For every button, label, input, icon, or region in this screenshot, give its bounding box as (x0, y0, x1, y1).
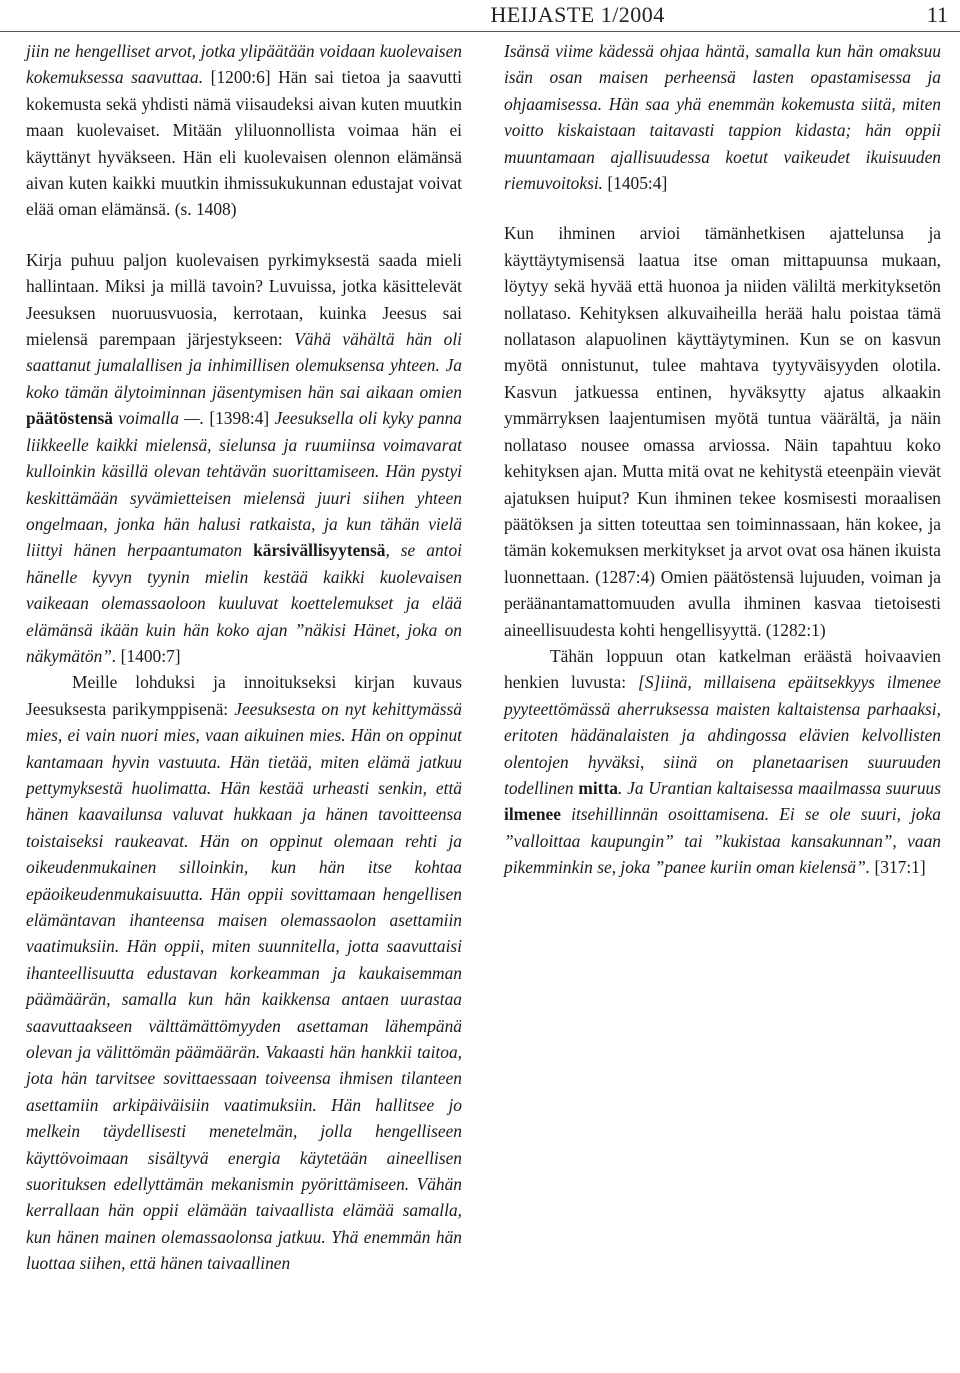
paragraph: Meille lohduksi ja innoitukseksi kirjan kuvaus Jeesuksesta parikymppisenä: Jeesuksesta on nyt kehittymässä mies, ei vain nuori mies, vaan aikuinen mies. Hän on oppinut kantamaan hyvin vastuuta. Hän tietää, miten elämä jatkuu pettymyksestä huolimatta. Hän kestää urheasti senkin, että hänen kaavailunsa valuvat hukkaan ja hänen tavoitteensa toistaiseksi raukeavat. Hän on oppinut olemaan rehti ja oikeudenmukainen silloinkin, kun hän itse kohtaa epäoikeudenmukaisuutta. Hän oppii sovittamaan hengellisen elämäntavan ihanteensa maisen olemassaolon asettamiin vaatimuksiin. Hän oppii, miten suunnitella, jotta saavuttaisi ihanteellisuutta edustavan korkeamman ja kaukaisemman päämäärän, samalla kun hän kaikkensa antaen uurastaa saavuttaakseen välttämättömyyden asettaman lähempänä olevan ja välittömän päämäärän. Vakaasti hän hankkii taitoa, jota hän tarvitsee sovittaessaan toiveensa ihmisen tilanteen asettamiin arkipäiväisiin vaatimuksiin. Hän hallitsee jo melkein täydellisesti menetelmän, jolla hengelliseen käyttövoimaan sisältyvä energia käytetään aineellisen suorituksen edellyttämän mekanismin pyörittämiseen. Vähän kerrallaan hän oppii elämään taivaallista elämää samalla, kun hänen mainen olemassaolonsa jatkuu. Yhä enemmän hän luottaa siihen, että hänen taivaallinen (26, 672, 462, 1274)
left-column (26, 38, 462, 1277)
paragraph: Tähän loppuun otan katkelman eräästä hoivaavien henkien luvusta: [S]iinä, millaisena epäitsekkyys ilmenee pyyteettömässä aherruksessa maisten kaltaistensa parhaaksi, eritoten hädänalaisten ja ahdingossa elävien kelvollisten olentojen hyväksi, siinä on planetaarisen suuruuden todellinen mitta. Ja Urantian kaltaisessa maailmassa suuruus ilmenee itsehillinnän osoittamisena. Ei se ole suuri, joka ”valloittaa kaupungin” tai ”kukistaa kansakunnan”, vaan pikemminkin se, joka ”panee kuriin oman kielensä”. [317:1] (504, 645, 941, 878)
paragraph: Kun ihminen arvioi tämänhetkisen ajattelunsa ja käyttäytymisensä laatua itse oman mittapuunsa mukaan, löytyy sekä hyvää että huonoa ja niiden väliltä merkityksetön nollataso. Kehityksen alkuvaiheilla herää halu poistaa tämä nollatason alapuolinen käyttäytyminen. Kun se on kasvun myötä onnistunut, tulee mahtava tyytyväisyyden olotila. Kasvun jatkuessa entinen, hyväksytty ajatus alkaakin ymmärryksen laajentumisen myötä tuntua väärältä, ja näin nollataso nousee omassa arviossa. Näin tapahtuu koko kehityksen ajan. Mutta mitä ovat ne kehitystä eteenpäin vievät ajatuksen huiput? Kun ihminen tekee kosmisesti moraalisen päätöksen ja sitten toteuttaa sen toiminnassaan, hän kokee, ja tämän kokemuksen merkitykset ja arvot ovat osa hänen ikuista luonnettaan. (1287:4) Omien päätöstensä lujuuden, voiman ja peräänantamattomuuden avulla ihminen kasvaa tietoisesti aineellisuudesta kohti hengellisyyttä. (1282:1) (504, 223, 941, 640)
paragraph: jiin ne hengelliset arvot, jotka ylipäätään voidaan kuolevaisen kokemuksessa saavuttaa. [1200:6] Hän sai tietoa ja saavutti kokemusta sekä yhdisti nämä viisaudeksi aivan kuten muutkin maan kuolevaiset. Mitään yliluonnollista voimaa hän ei käyttänyt hyväkseen. Hän eli kuolevaisen olennon elämänsä aivan kuten kaikki muutkin ihmissukukunnan edustajat voivat elää oman elämänsä. (s. 1408) (26, 41, 462, 220)
page-number: 11 (926, 2, 948, 27)
paragraph: Kirja puhuu paljon kuolevaisen pyrkimyksestä saada mieli hallintaan. Miksi ja millä tavoin? Luvuissa, jotka käsittelevät Jeesuksen nuoruusvuosia, kerrotaan, kuinka Jeesus sai mielensä parempaan järjestykseen: Vähä vähältä hän oli saattanut jumalallisen ja inhimillisen olemuksensa yhteen. Ja koko tämän älytoiminnan jäsentymisen hän sai aikaan omien päätöstensä voimalla —. [1398:4] Jeesuksella oli kyky panna liikkeelle kaikki mielensä, sielunsa ja ruumiinsa voimavarat kulloinkin käsillä olevan tehtävän suorittamiseen. Hän pystyi keskittämään syvämietteisen mielensä juuri siihen yhteen ongelmaan, jonka hän halusi ratkaista, ja kun tähän vielä liittyi hänen herpaantumaton kärsivällisyytensä, se antoi hänelle kyvyn tyynin mielin kestää kaikki kuolevaisen vaikeaan olemassaoloon kuuluvat koettelemukset ja elää elämänsä ikään kuin hän koko ajan ”näkisi Hänet, joka on näkymätön”. [1400:7] (26, 249, 462, 666)
right-column (504, 38, 941, 881)
paragraph: Isänsä viime kädessä ohjaa häntä, samalla kun hän omaksuu isän osan maisen perheensä lasten opastamisessa ja ohjaamisessa. Hän saa yhä enemmän kokemusta siitä, miten voitto kiskaistaan taitavasti tappion kidasta; hän oppii muuntamaan ajallisuudessa koetut vaikeudet ikuisuuden riemuvoitoksi. [1405:4] (504, 41, 941, 194)
header-rule (0, 31, 960, 32)
page-header (0, 0, 960, 30)
publication-title: HEIJASTE 1/2004 (490, 2, 665, 27)
